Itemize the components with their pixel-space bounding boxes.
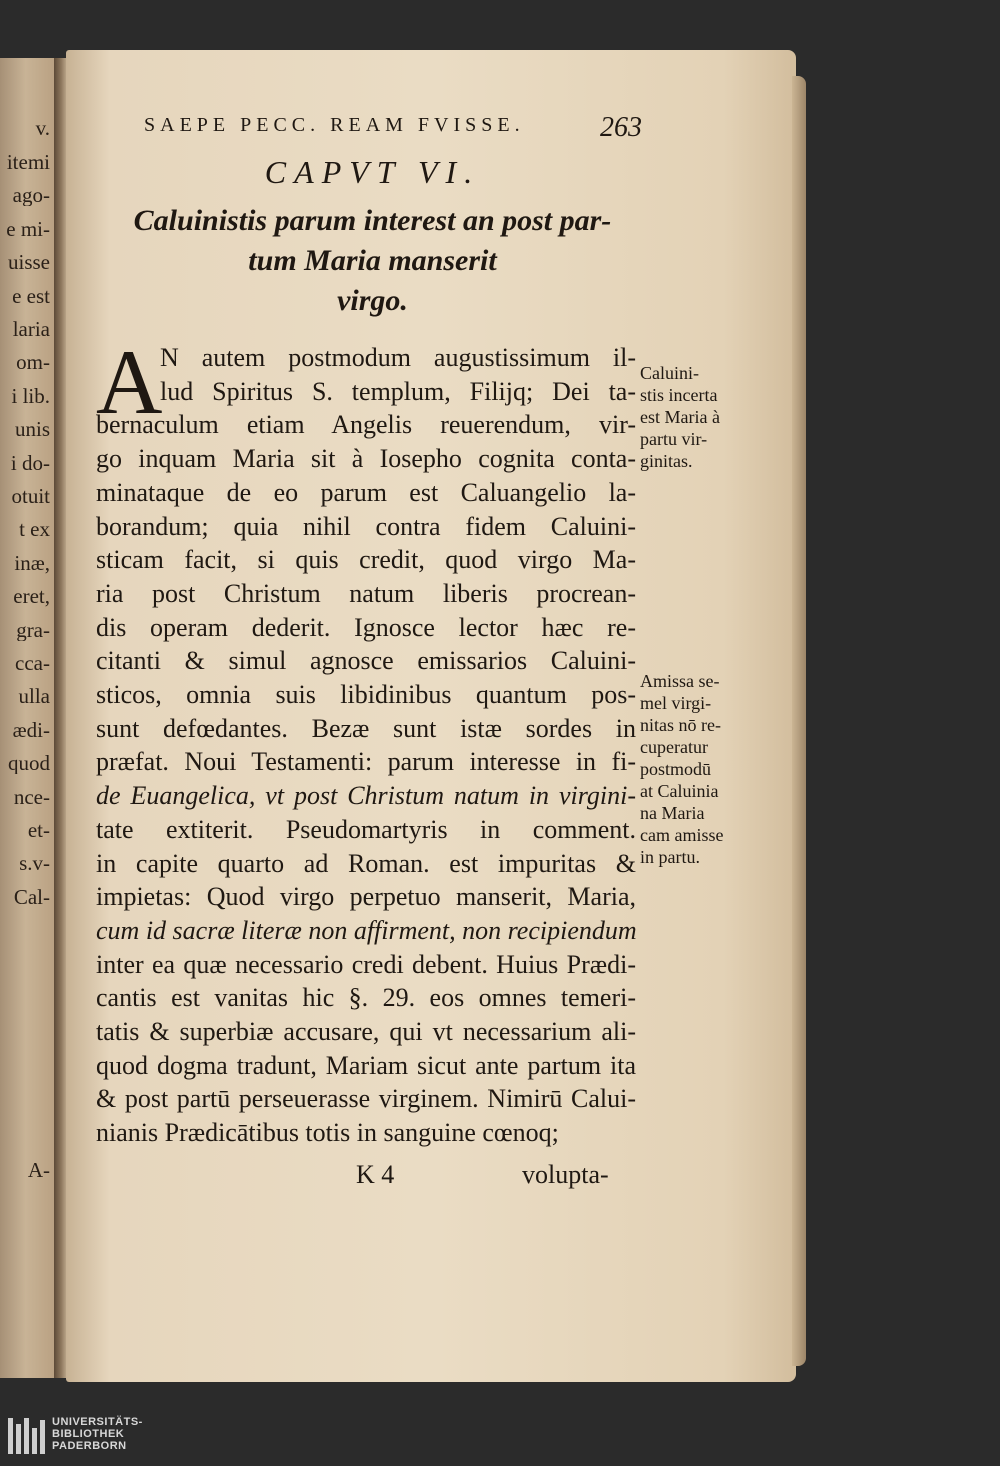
drop-cap: A [96, 331, 163, 433]
margin-note-line: na Maria [640, 803, 705, 823]
body-line: tatis & superbiæ accusare, qui vt necessarium ali- [96, 1017, 636, 1046]
body-line: inter ea quæ necessario credi debent. Huius Prædi- [96, 949, 636, 979]
margin-note-line: est Maria à [640, 407, 720, 427]
chapter-subtitle-line: Caluinistis parum interest an post par- [133, 204, 612, 237]
left-page-line: nce- [13, 786, 50, 808]
body-line: & post partū perseuerasse virginem. Nimirū Calui- [96, 1084, 636, 1114]
left-page-line: t ex [19, 519, 50, 541]
body-line: sticos, omnia suis libidinibus quantum pos- [96, 680, 636, 709]
left-page-line: gra- [16, 619, 50, 641]
left-page-line: ago- [12, 185, 50, 207]
left-page-line: s.v- [19, 853, 50, 875]
body-line: minataque de eo parum est Caluangelio la- [96, 477, 636, 507]
margin-note-line: at Caluinia [640, 781, 719, 801]
chapter-title: CAPVT VI. [264, 154, 481, 190]
library-logo-line: BIBLIOTHEK [52, 1428, 125, 1440]
body-line: tate extiterit. Pseudomartyris in comment. [96, 814, 636, 844]
left-page-line: om- [16, 352, 50, 374]
library-logo [0, 1408, 200, 1466]
body-line: sunt defœdantes. Bezæ sunt istæ sordes in [96, 713, 636, 743]
margin-note-line: nitas nō re- [640, 715, 721, 735]
body-line: citanti & simul agnosce emissarios Caluini- [96, 646, 636, 676]
margin-note-line: mel virgi- [640, 693, 712, 713]
left-page-line: itemi [6, 152, 50, 173]
body-line: nianis Prædicātibus totis in sanguine cœnoq; [96, 1118, 559, 1148]
margin-note-line: postmodū [640, 759, 712, 779]
library-logo-line: PADERBORN [52, 1440, 127, 1452]
left-page-line: i do- [10, 452, 50, 474]
body-line: lud Spiritus S. templum, Filijq; Dei ta- [160, 376, 636, 406]
left-page-line: quod [8, 753, 50, 775]
margin-note-1 [640, 362, 760, 472]
body-line: cum id sacræ literæ non affirment, non recipiendum [96, 915, 637, 945]
body-line: quod dogma tradunt, Mariam sicut ante partum ita [96, 1050, 636, 1080]
body-line: N autem postmodum augustissimum il- [160, 343, 636, 372]
chapter-subtitle-line: virgo. [337, 284, 408, 317]
left-page-line: cca- [15, 653, 50, 674]
page-edge [792, 76, 806, 1366]
margin-note-line: stis incerta [640, 385, 718, 405]
margin-note-2 [640, 670, 760, 868]
margin-note-line: ginitas. [640, 451, 693, 471]
left-page-line: uisse [8, 252, 50, 274]
body-line: in capite quarto ad Roman. est impuritas & [96, 848, 636, 878]
left-page-line: e est [12, 285, 50, 307]
body-line: dis operam dederit. Ignosce lector hæc re- [96, 612, 636, 642]
left-page-line: ulla [18, 686, 50, 708]
body-line: borandum; quia nihil contra fidem Caluini- [96, 511, 636, 541]
margin-note-line: partu vir- [640, 429, 708, 449]
margin-note-line: cuperatur [640, 737, 708, 757]
left-page-line: A- [27, 1160, 50, 1181]
body-line: impietas: Quod virgo perpetuo manserit, Maria, [96, 882, 636, 912]
left-page-line: e mi- [6, 218, 50, 240]
body-line: de Euangelica, vt post Christum natum in virgini- [96, 781, 636, 811]
left-page-line: unis [14, 419, 50, 441]
chapter-subtitle-line: tum Maria manserit [248, 244, 497, 277]
library-logo-icon [8, 1416, 46, 1458]
margin-note-line: Amissa se- [640, 671, 720, 691]
body-line: bernaculum etiam Angelis reuerendum, vir- [96, 410, 636, 440]
margin-note-line: cam amisse [640, 825, 724, 845]
body-line: cantis est vanitas hic §. 29. eos omnes temeri- [96, 983, 636, 1013]
left-page-line: Cal- [13, 886, 50, 908]
library-logo-line: UNIVERSITÄTS- [52, 1416, 143, 1428]
body-line: go inquam Maria sit à Iosepho cognita conta- [96, 444, 636, 474]
left-page-line: eret, [13, 586, 50, 608]
left-page-line: laria [12, 319, 50, 340]
left-page-line: otuit [11, 486, 50, 507]
body-line: ria post Christum natum liberis procrean- [96, 578, 636, 608]
margin-note-line: Caluini- [640, 363, 699, 383]
catchword: volupta- [522, 1160, 609, 1189]
page-number: 263 [600, 112, 642, 143]
body-line: sticam facit, si quis credit, quod virgo Ma- [96, 545, 636, 575]
library-logo-text [52, 1416, 143, 1452]
running-title: SAEPE PECC. REAM FVISSE. [144, 114, 525, 136]
body-line: præfat. Noui Testamenti: parum interesse in fi- [96, 747, 636, 777]
left-page-line: inæ, [14, 552, 50, 574]
left-page-line: v. [35, 118, 50, 139]
left-page-line: ædi- [12, 719, 50, 741]
signature-mark: K 4 [356, 1160, 395, 1189]
margin-note-line: in partu. [640, 847, 700, 867]
left-page-line: i lib. [11, 385, 50, 407]
left-page-line: et- [27, 820, 50, 841]
